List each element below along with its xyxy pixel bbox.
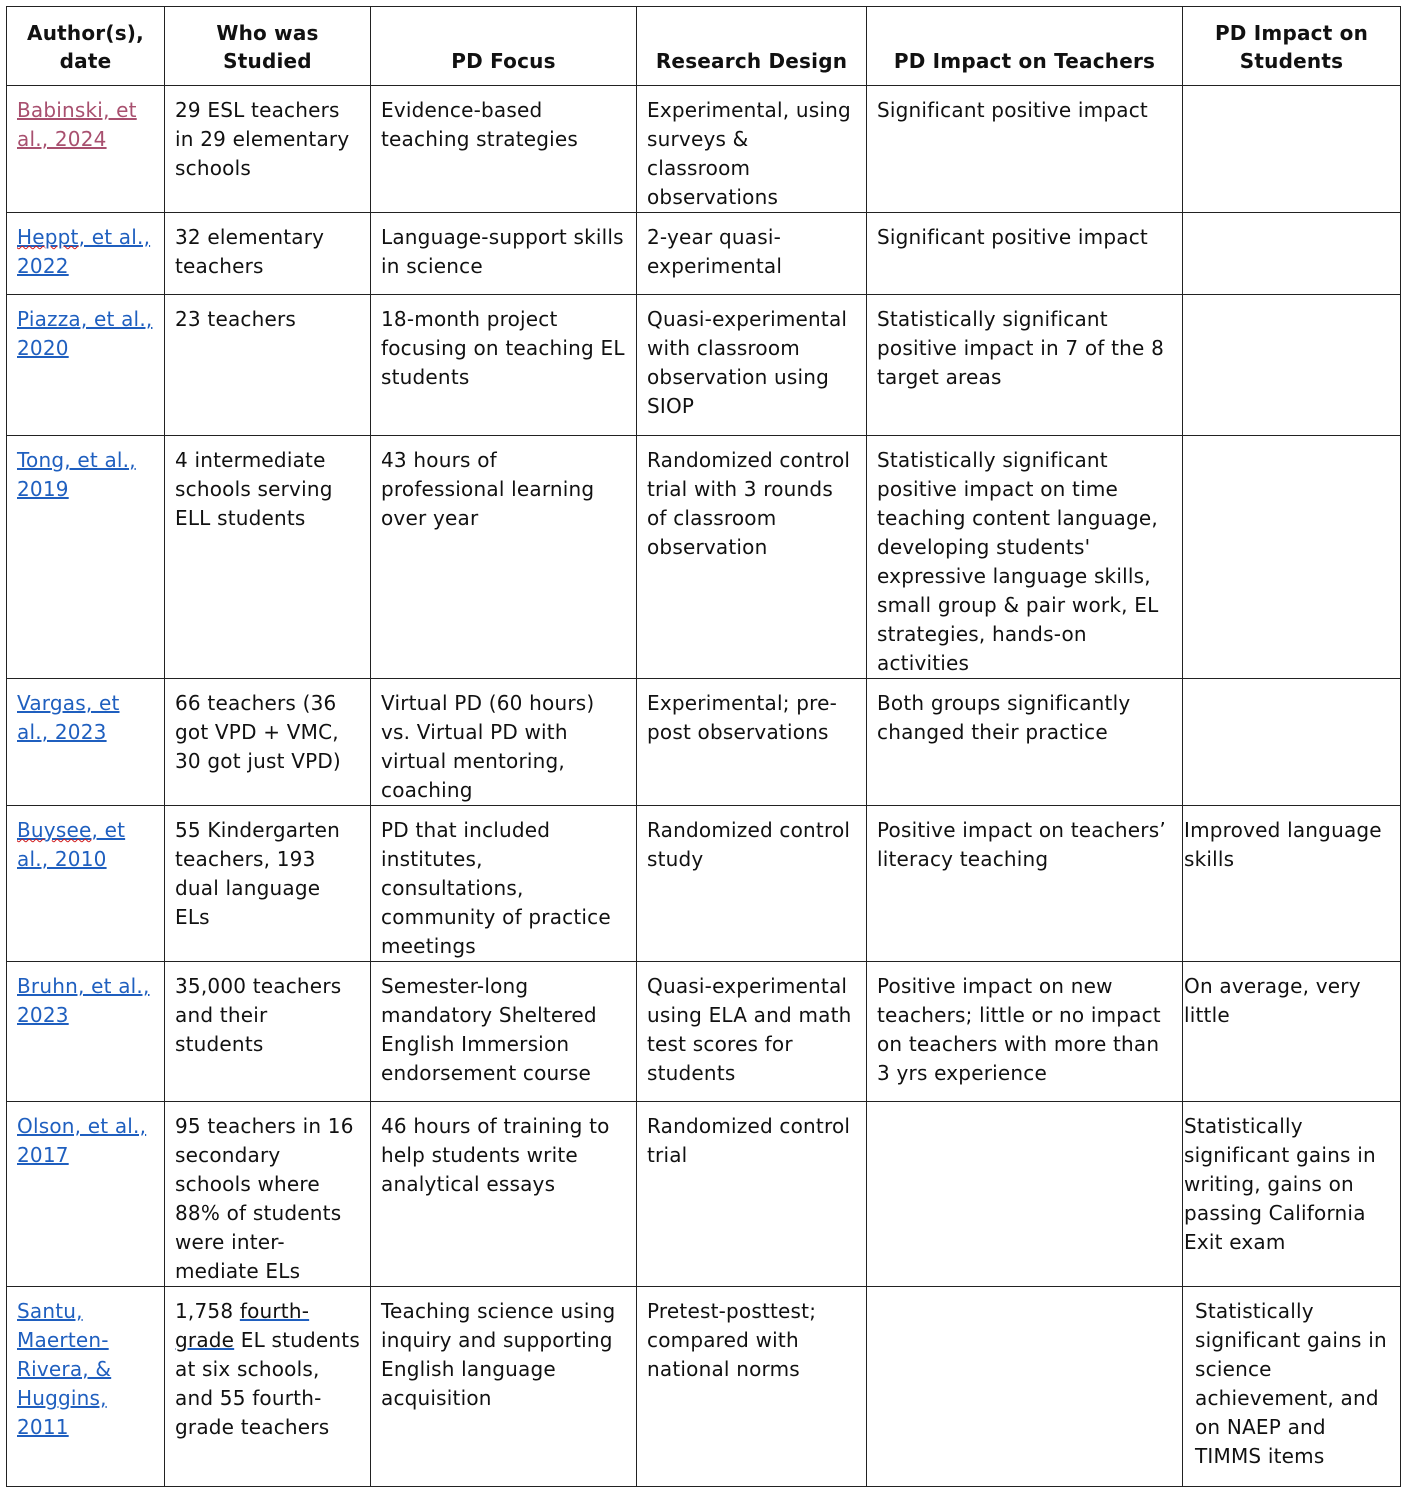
citation-link[interactable] [17, 818, 125, 871]
research-design-cell: Quasi-experimental using ELA and math test scores for students [637, 962, 867, 1102]
citation-link[interactable]: Bruhn, et al., 2023 [17, 974, 150, 1027]
citation-link[interactable]: Santu, Maerten-Rivera, & Huggins, 2011 [17, 1299, 112, 1439]
pd-focus-cell: Teaching science using inquiry and supporting English language acquisition [371, 1287, 637, 1487]
author-cell [7, 1287, 165, 1487]
pd-focus-cell: 18-month project focusing on teaching EL students [371, 295, 637, 436]
author-cell [7, 213, 165, 295]
header-impact-students: PD Impact on Students [1183, 7, 1401, 86]
impact-teachers-cell: Statistically significant positive impact on time teaching content language, developing students' expressive language skills, small group & pair work, EL strategies, hands-on activities [867, 436, 1183, 679]
citation-link[interactable]: Piazza, et al., 2020 [17, 307, 153, 360]
who-studied-cell [165, 1287, 371, 1487]
impact-students-cell: Improved language skills [1183, 806, 1401, 962]
pd-focus-cell: PD that included institutes, consultations, community of practice meetings [371, 806, 637, 962]
author-cell [7, 1102, 165, 1287]
impact-teachers-cell [867, 1102, 1183, 1287]
impact-teachers-cell: Positive impact on new teachers; little or no impact on teachers with more than 3 yrs experience [867, 962, 1183, 1102]
research-design-cell: Randomized control trial [637, 1102, 867, 1287]
impact-students-cell [1183, 679, 1401, 806]
impact-students-cell: On average, very little [1183, 962, 1401, 1102]
marked-phrase: fourth-grade [175, 1299, 310, 1352]
table-row [7, 436, 1401, 679]
author-cell [7, 679, 165, 806]
impact-teachers-cell: Significant positive impact [867, 213, 1183, 295]
impact-teachers-cell: Significant positive impact [867, 86, 1183, 213]
table-row [7, 295, 1401, 436]
pd-focus-cell: Virtual PD (60 hours) vs. Virtual PD with virtual mentoring, coaching [371, 679, 637, 806]
author-rest: , et al., 2022 [17, 225, 151, 278]
author-cell [7, 86, 165, 213]
impact-students-cell: Statistically significant gains in writing, gains on passing California Exit exam [1183, 1102, 1401, 1287]
who-studied-cell: 32 elementary teachers [165, 213, 371, 295]
pd-focus-cell: Semester-long mandatory Sheltered English Immersion endorsement course [371, 962, 637, 1102]
table-row [7, 962, 1401, 1102]
who-studied-cell: 66 teachers (36 got VPD + VMC, 30 got just VPD) [165, 679, 371, 806]
citation-link[interactable]: Tong, et al., 2019 [17, 448, 136, 501]
who-studied-cell: 4 intermediate schools serving ELL students [165, 436, 371, 679]
who-studied-cell: 55 Kindergarten teachers, 193 dual language ELs [165, 806, 371, 962]
impact-teachers-cell: Statistically significant positive impact in 7 of the 8 target areas [867, 295, 1183, 436]
impact-students-cell [1183, 295, 1401, 436]
author-surname: Buysee [17, 818, 92, 842]
research-design-cell: Randomized control trial with 3 rounds of classroom observation [637, 436, 867, 679]
citation-link[interactable] [17, 225, 150, 278]
citation-link[interactable]: Vargas, et al., 2023 [17, 691, 120, 744]
table-row [7, 1102, 1401, 1287]
who-prefix: 1,758 [175, 1299, 240, 1323]
impact-students-cell: Statistically significant gains in science achievement, and on NAEP and TIMMS items [1183, 1287, 1401, 1487]
author-cell [7, 436, 165, 679]
impact-teachers-cell [867, 1287, 1183, 1487]
impact-students-cell [1183, 436, 1401, 679]
table-row [7, 679, 1401, 806]
pd-focus-cell: Language-support skills in science [371, 213, 637, 295]
who-suffix: EL students at six schools, and 55 fourth-grade teachers [175, 1328, 360, 1439]
table-row [7, 86, 1401, 213]
pd-focus-cell: 43 hours of professional learning over year [371, 436, 637, 679]
research-summary-table [6, 6, 1401, 1487]
header-research-design: Research Design [637, 7, 867, 86]
author-surname: Heppt [17, 225, 79, 249]
research-design-cell: Quasi-experimental with classroom observation using SIOP [637, 295, 867, 436]
citation-link[interactable]: Olson, et al., 2017 [17, 1114, 147, 1167]
author-cell [7, 806, 165, 962]
who-studied-cell: 35,000 teachers and their students [165, 962, 371, 1102]
pd-focus-cell: Evidence-based teaching strategies [371, 86, 637, 213]
impact-students-cell [1183, 213, 1401, 295]
research-design-cell: Randomized control study [637, 806, 867, 962]
impact-teachers-cell: Both groups significantly changed their practice [867, 679, 1183, 806]
citation-link[interactable]: Babinski, et al., 2024 [17, 98, 137, 151]
pd-focus-cell: 46 hours of training to help students write analytical essays [371, 1102, 637, 1287]
research-design-cell: Pretest-posttest; compared with national norms [637, 1287, 867, 1487]
research-design-cell: 2-year quasi-experimental [637, 213, 867, 295]
header-pd-focus: PD Focus [371, 7, 637, 86]
impact-students-cell [1183, 86, 1401, 213]
header-who-studied: Who was Studied [165, 7, 371, 86]
impact-teachers-cell: Positive impact on teachers’ literacy teaching [867, 806, 1183, 962]
table-row [7, 806, 1401, 962]
header-row [7, 7, 1401, 86]
who-studied-cell: 95 teachers in 16 secondary schools where 88% of students were inter-mediate ELs [165, 1102, 371, 1287]
author-cell [7, 962, 165, 1102]
header-impact-teachers: PD Impact on Teachers [867, 7, 1183, 86]
header-author-date: Author(s), date [7, 7, 165, 86]
who-studied-cell: 23 teachers [165, 295, 371, 436]
table-row [7, 213, 1401, 295]
who-studied-cell: 29 ESL teachers in 29 elementary schools [165, 86, 371, 213]
research-design-cell: Experimental, using surveys & classroom observations [637, 86, 867, 213]
author-rest: , et al., 2010 [17, 818, 126, 871]
author-cell [7, 295, 165, 436]
table-row [7, 1287, 1401, 1487]
research-design-cell: Experimental; pre-post observations [637, 679, 867, 806]
